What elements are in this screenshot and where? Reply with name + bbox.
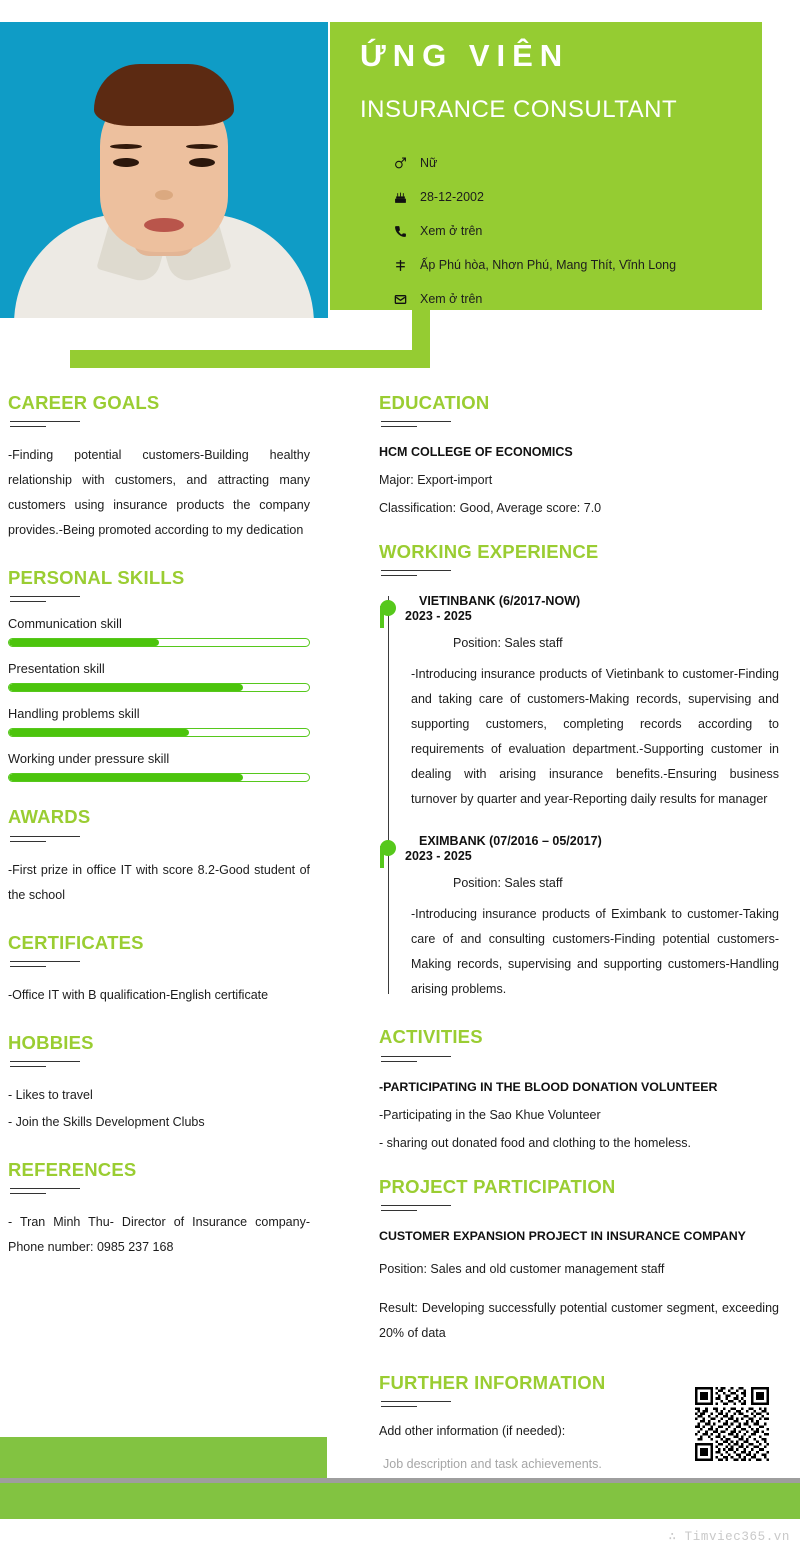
contact-address-text: Ấp Phú hòa, Nhơn Phú, Mang Thít, Vĩnh Long bbox=[420, 257, 677, 272]
project-position: Position: Sales and old customer management staff bbox=[379, 1261, 665, 1276]
section-rule bbox=[10, 421, 66, 427]
section-references bbox=[8, 1159, 310, 1260]
footer-green-band bbox=[0, 1483, 800, 1519]
references-text: - Tran Minh Thu- Director of Insurance company- Phone number: 0985 237 168 bbox=[8, 1215, 310, 1255]
experience-position: Position: Sales staff bbox=[453, 636, 563, 651]
skill-progress-track bbox=[8, 683, 310, 692]
further-information-hint: Job description and task achievements. bbox=[383, 1456, 602, 1471]
activity-item: -Participating in the Sao Khue Volunteer bbox=[379, 1107, 601, 1122]
section-rule bbox=[10, 961, 66, 967]
references-title: REFERENCES bbox=[8, 1158, 137, 1180]
gender-icon bbox=[394, 157, 420, 170]
section-education bbox=[379, 392, 779, 515]
experience-item bbox=[405, 834, 779, 1002]
further-information-label: Add other information (if needed): bbox=[379, 1423, 566, 1438]
section-rule bbox=[10, 596, 66, 602]
experience-description: -Introducing insurance products of Vietinbank to customer-Finding and taking care of customers-Making records, supervising and supporting customers, completing records according to requirements of evaluation department.-Supporting customer in dealing with arising insurance benefits.-Ensuring business turnover by quarter and year-Reporting daily results for manager bbox=[411, 667, 779, 807]
experience-description: -Introducing insurance products of Eximbank to customer-Taking care of and consulting customers-Finding potential customers-Making records, supervising and supporting customers-Handling arising problems. bbox=[411, 907, 779, 997]
section-rule bbox=[10, 836, 66, 842]
contact-gender-text: Nữ bbox=[420, 155, 438, 170]
skill-progress-track bbox=[8, 773, 310, 782]
section-rule bbox=[381, 570, 437, 576]
right-column bbox=[379, 392, 779, 1495]
job-title: INSURANCE CONSULTANT bbox=[360, 96, 678, 123]
skill-list bbox=[8, 616, 310, 782]
experience-item bbox=[405, 594, 779, 812]
section-personal-skills bbox=[8, 567, 310, 782]
location-icon bbox=[394, 259, 420, 272]
experience-company: EXIMBANK (07/2016 – 05/2017) bbox=[419, 834, 602, 849]
further-information-title: FURTHER INFORMATION bbox=[379, 1371, 606, 1393]
contact-phone bbox=[394, 214, 762, 248]
section-rule bbox=[381, 421, 437, 427]
activities-title: ACTIVITIES bbox=[379, 1026, 483, 1048]
education-school: HCM COLLEGE OF ECONOMICS bbox=[379, 445, 573, 460]
timeline-dot-icon bbox=[380, 600, 396, 616]
qr-code[interactable] bbox=[690, 1382, 774, 1466]
section-rule bbox=[381, 1205, 437, 1211]
skill-label: Working under pressure skill bbox=[8, 751, 170, 767]
section-certificates bbox=[8, 932, 310, 1008]
skill-item bbox=[8, 751, 310, 782]
accent-bar-horizontal bbox=[70, 350, 430, 368]
education-major: Major: Export-import bbox=[379, 473, 493, 488]
experience-years: 2023 - 2025 bbox=[405, 849, 472, 864]
section-rule bbox=[381, 1056, 437, 1062]
personal-skills-title: PERSONAL SKILLS bbox=[8, 567, 185, 589]
contact-list bbox=[394, 146, 762, 316]
activity-item: - sharing out donated food and clothing to the homeless. bbox=[379, 1135, 692, 1150]
career-goals-text: -Finding potential customers-Building healthy relationship with customers, and attracting many customers using insurance products the company provides.-Being promoted according to my dedication bbox=[8, 448, 310, 538]
section-activities bbox=[379, 1026, 779, 1149]
email-icon bbox=[394, 293, 420, 306]
project-result: Result: Developing successfully potential customer segment, exceeding 20% of data bbox=[379, 1300, 779, 1340]
skill-progress-track bbox=[8, 638, 310, 647]
section-rule bbox=[381, 1401, 437, 1407]
section-project-participation bbox=[379, 1176, 779, 1346]
education-title: EDUCATION bbox=[379, 392, 490, 413]
section-working-experience bbox=[379, 541, 779, 1002]
contact-phone-text: Xem ở trên bbox=[420, 223, 483, 238]
skill-item bbox=[8, 661, 310, 692]
skill-label: Presentation skill bbox=[8, 661, 105, 677]
project-participation-title: PROJECT PARTICIPATION bbox=[379, 1175, 616, 1197]
experience-position: Position: Sales staff bbox=[453, 876, 563, 891]
skill-item bbox=[8, 616, 310, 647]
awards-text: -First prize in office IT with score 8.2-Good student of the school bbox=[8, 862, 310, 902]
contact-birthday-text: 28-12-2002 bbox=[420, 189, 484, 204]
contact-email bbox=[394, 282, 762, 316]
education-classification: Classification: Good, Average score: 7.0 bbox=[379, 501, 602, 516]
contact-email-text: Xem ở trên bbox=[420, 291, 483, 306]
skill-progress-fill bbox=[9, 729, 189, 736]
project-name: CUSTOMER EXPANSION PROJECT IN INSURANCE COMPANY bbox=[379, 1228, 746, 1243]
brand-watermark: ∴ Timviec365.vn bbox=[668, 1530, 790, 1544]
contact-birthday bbox=[394, 180, 762, 214]
skill-label: Handling problems skill bbox=[8, 706, 140, 722]
skill-progress-fill bbox=[9, 774, 243, 781]
working-experience-title: WORKING EXPERIENCE bbox=[379, 541, 599, 563]
section-rule bbox=[10, 1061, 66, 1067]
contact-address bbox=[394, 248, 762, 282]
birthday-icon bbox=[394, 191, 420, 204]
skill-item bbox=[8, 706, 310, 737]
hobby-item: - Likes to travel bbox=[8, 1087, 93, 1102]
skill-progress-fill bbox=[9, 639, 159, 646]
experience-years: 2023 - 2025 bbox=[405, 609, 472, 624]
hobby-item: - Join the Skills Development Clubs bbox=[8, 1114, 205, 1129]
left-column bbox=[8, 392, 310, 1284]
hobbies-title: HOBBIES bbox=[8, 1031, 94, 1053]
section-career-goals bbox=[8, 392, 310, 543]
experience-timeline bbox=[379, 594, 779, 1002]
section-rule bbox=[10, 1188, 66, 1194]
timeline-dot-icon bbox=[380, 840, 396, 856]
section-hobbies bbox=[8, 1032, 310, 1135]
contact-gender bbox=[394, 146, 762, 180]
career-goals-title: CAREER GOALS bbox=[8, 392, 160, 413]
skill-label: Communication skill bbox=[8, 616, 122, 632]
experience-company: VIETINBANK (6/2017-NOW) bbox=[419, 594, 581, 609]
certificates-text: -Office IT with B qualification-English certificate bbox=[8, 987, 269, 1002]
candidate-photo bbox=[0, 22, 328, 318]
section-awards bbox=[8, 806, 310, 907]
phone-icon bbox=[394, 225, 420, 238]
awards-title: AWARDS bbox=[8, 806, 91, 828]
page-title: ỨNG VIÊN bbox=[360, 38, 570, 73]
activities-headline: -PARTICIPATING IN THE BLOOD DONATION VOLUNTEER bbox=[379, 1079, 718, 1094]
skill-progress-fill bbox=[9, 684, 243, 691]
skill-progress-track bbox=[8, 728, 310, 737]
certificates-title: CERTIFICATES bbox=[8, 931, 144, 953]
